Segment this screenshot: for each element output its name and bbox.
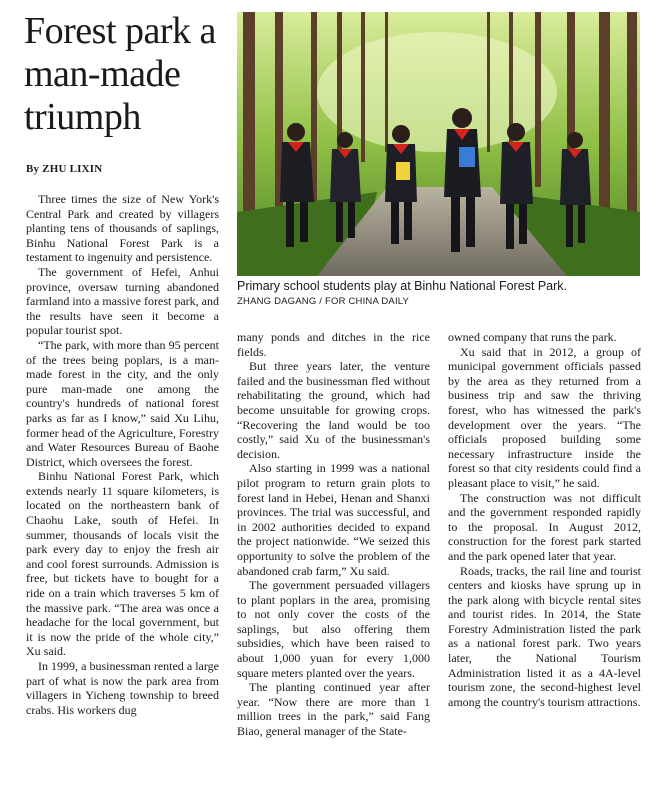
paragraph: The government of Hefei, Anhui province, oversaw turning abandoned farmland into a massive forest park, and the results have seen it become a popular tourist spot. <box>26 264 219 338</box>
paragraph: Roads, tracks, the rail line and tourist centers and kiosks have sprung up in the park along with bicycle rental sites and tourist rides. In 2014, the State Forestry Administration listed the park as a national forest park. Two years later, the National Tourism Administration listed it as a 4A-level tourism zone, the second-highest level among the country's tourism attractions. <box>448 563 641 709</box>
paragraph: The government persuaded villagers to plant poplars in the area, promising to not only cover the costs of the saplings, but also offering them subsidies, which have been raised to about 1,000 yuan for every 1,000 square meters planted over the years. <box>237 578 430 680</box>
paragraph: “The park, with more than 95 percent of the trees being poplars, is a man-made forest in the city, and the only pure man-made one among the country's hundreds of national forest parks as far as I know,” said Xu Lihu, former head of the Agriculture, Forestry and Water Resources Bureau of Baohe District, which oversees the forest. <box>26 337 219 469</box>
paragraph: In 1999, a businessman rented a large part of what is now the park area from villagers in Yicheng township to breed crabs. His workers dug <box>26 659 219 717</box>
paragraph: owned company that runs the park. <box>448 330 617 344</box>
paragraph: The construction was not difficult and the government responded rapidly to the proposal. In August 2012, construction for the forest park started and the park opened later that year. <box>448 490 641 563</box>
photo-credit: ZHANG DAGANG / FOR CHINA DAILY <box>237 296 410 307</box>
paragraph: Three times the size of New York's Central Park and created by villagers planting tens of thousands of saplings, Binhu National Forest Park is a testament to ingenuity and persistence. <box>26 192 219 265</box>
article-column-2 <box>237 330 430 739</box>
paragraph: many ponds and ditches in the rice fields. <box>237 330 430 359</box>
article-photo <box>237 12 640 276</box>
article-column-3 <box>448 330 641 709</box>
byline: By ZHU LIXIN <box>26 163 103 175</box>
photo-caption: Primary school students play at Binhu National Forest Park. <box>237 279 568 293</box>
paragraph: The planting continued year after year. “Now there are more than 1 million trees in the park,” said Fang Biao, general manager of the State- <box>237 680 430 739</box>
headline: Forest park a man-made triumph <box>24 10 216 138</box>
paragraph: Binhu National Forest Park, which extends nearly 11 square kilometers, is located on the northeastern bank of Chaohu Lake, south of Hefei. In summer, thousands of locals visit the park every day to enjoy the fresh air and cool forest surrounds. Admission is free, but tickets have to bought for a ride on a train which traverses 5 km of the massive park. “The area was once a headache for the local government, but it is now the pride of the whole city,” Xu said. <box>26 469 219 659</box>
article-column-1 <box>26 192 219 717</box>
paragraph: But three years later, the venture failed and the businessman fled without rehabilitating the ground, which had become unsuitable for growing crops. “Recovering the land would be too costly,” said Xu of the businessman's decision. <box>237 359 430 461</box>
paragraph: Also starting in 1999 was a national pilot program to return grain plots to forest land in Hebei, Henan and Shanxi provinces. The trial was successful, and in 2002 authorities decided to expand the project nationwide. “We seized this opportunity to solve the problem of the abandoned crab farm,” Xu said. <box>237 461 430 578</box>
paragraph: Xu said that in 2012, a group of municipal government officials passed by the area as they returned from a business trip and saw the thriving forest, who has witnessed the park's development over the years. “The officials proposed building some necessary infrastructure inside the forest so that city residents could find a pleasant place to visit,” he said. <box>448 344 641 490</box>
